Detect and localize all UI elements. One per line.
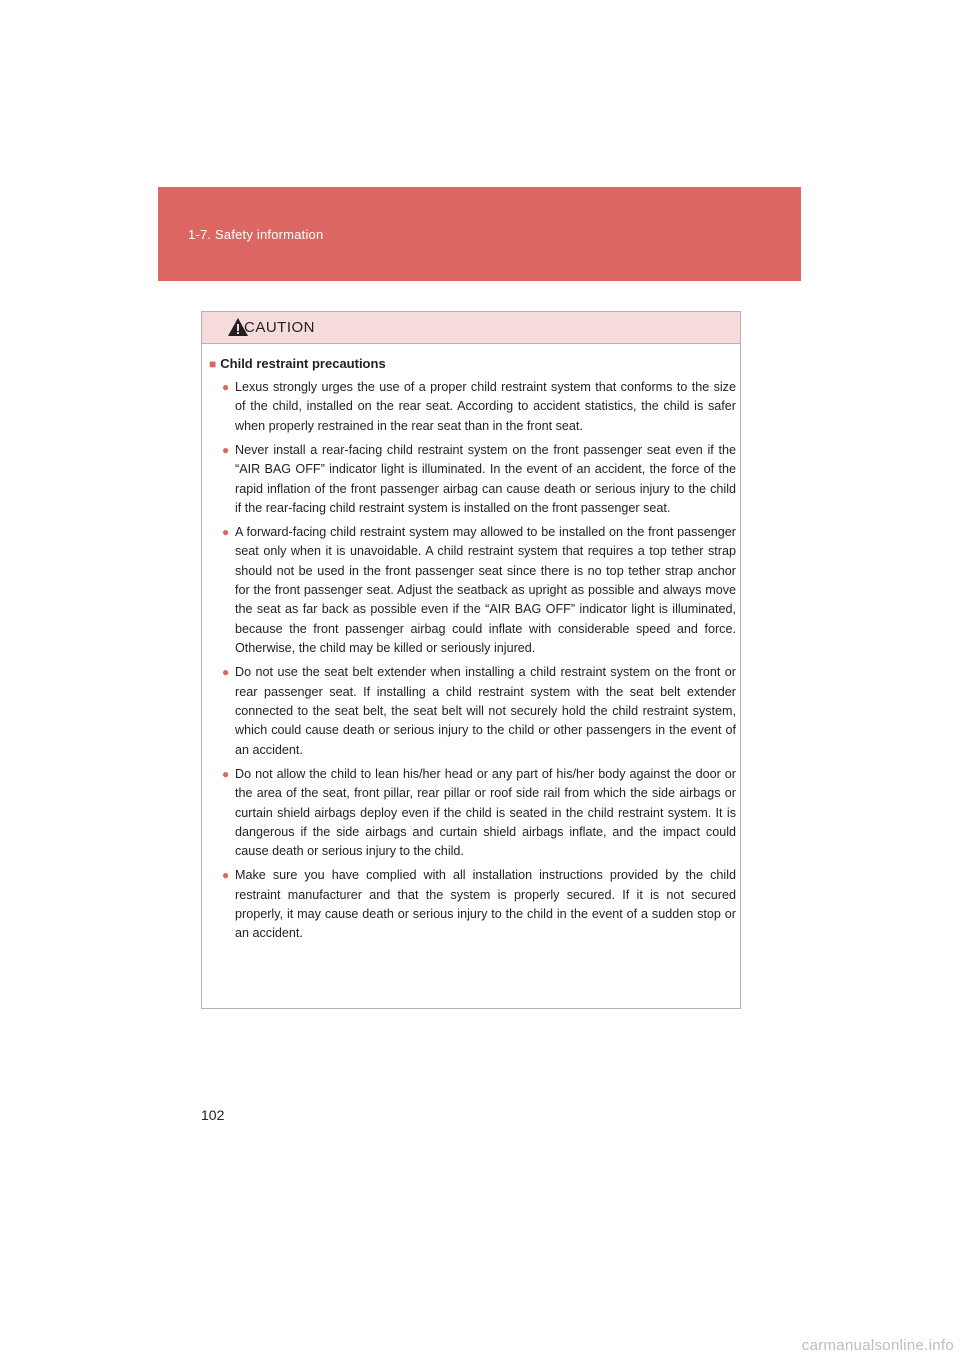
bullet-dot-icon: ● — [222, 665, 230, 680]
caution-subheading — [209, 356, 386, 371]
list-item-text: A forward-facing child restraint system may allowed to be installed on the front passenger seat only when it is unavoidable. A child restraint system that requires a top tether strap should not be used in the front passenger seat since there is no top tether strap anchor for the front passenger seat. Adjust the seatback as upright as possible and always move the seat as far back as possible even if the “AIR BAG OFF” indicator light is illuminated, because the front passenger airbag could inflate with considerable speed and force. Otherwise, the child may be killed or seriously injured. — [235, 524, 736, 656]
caution-title: CAUTION — [244, 319, 315, 336]
list-item — [224, 866, 736, 944]
list-item — [224, 378, 736, 436]
watermark: carmanualsonline.info — [801, 1337, 954, 1354]
list-item-text: Lexus strongly urges the use of a proper child restraint system that conforms to the size of the child, installed on the rear seat. According to accident statistics, the child is safer when properly restrained in the rear seat than in the front seat. — [235, 380, 736, 433]
caution-box — [201, 311, 741, 1009]
list-item-text: Do not use the seat belt extender when installing a child restraint system on the front or rear passenger seat. If installing a child restraint system with the seat belt extender connected to the seat belt, the seat belt will not securely hold the child restraint system, which could cause death or serious injury to the child or other passengers in the event of an accident. — [235, 665, 736, 757]
bullet-dot-icon: ● — [222, 442, 230, 457]
list-item — [224, 441, 736, 519]
caution-subheading-text: Child restraint precautions — [220, 356, 386, 371]
list-item-text: Make sure you have complied with all installation instructions provided by the child restraint manufacturer and that the system is properly secured. If it is not secured properly, it may cause death or serious injury to the child in the event of a sudden stop or an accident. — [235, 868, 736, 941]
list-item — [224, 765, 736, 862]
caution-header — [202, 312, 740, 344]
list-item-text: Do not allow the child to lean his/her head or any part of his/her body against the door or the area of the seat, front pillar, rear pillar or roof side rail from which the side airbags or curtain shield airbags deploy even if the child is seated in the child restraint system. It is dangerous if the side airbags and curtain shield airbags inflate, and the impact could cause death or serious injury to the child. — [235, 766, 736, 859]
caution-bullet-list — [224, 378, 736, 948]
bullet-dot-icon: ● — [222, 380, 230, 394]
section-header-band — [158, 187, 801, 281]
list-item — [224, 523, 736, 659]
page-number: 102 — [201, 1107, 225, 1123]
section-title: 1-7. Safety information — [188, 227, 324, 242]
list-item-text: Never install a rear-facing child restraint system on the front passenger seat even if the “AIR BAG OFF” indicator light is illuminated. In the event of an accident, the force of the rapid inflation of the front passenger airbag can cause death or serious injury to the child if the rear-facing child restraint system is installed on the front passenger seat. — [235, 442, 736, 515]
bullet-dot-icon: ● — [222, 868, 230, 883]
list-item — [224, 663, 736, 760]
square-bullet-icon: ■ — [209, 357, 217, 371]
bullet-dot-icon: ● — [222, 766, 230, 781]
bullet-dot-icon: ● — [222, 524, 230, 539]
